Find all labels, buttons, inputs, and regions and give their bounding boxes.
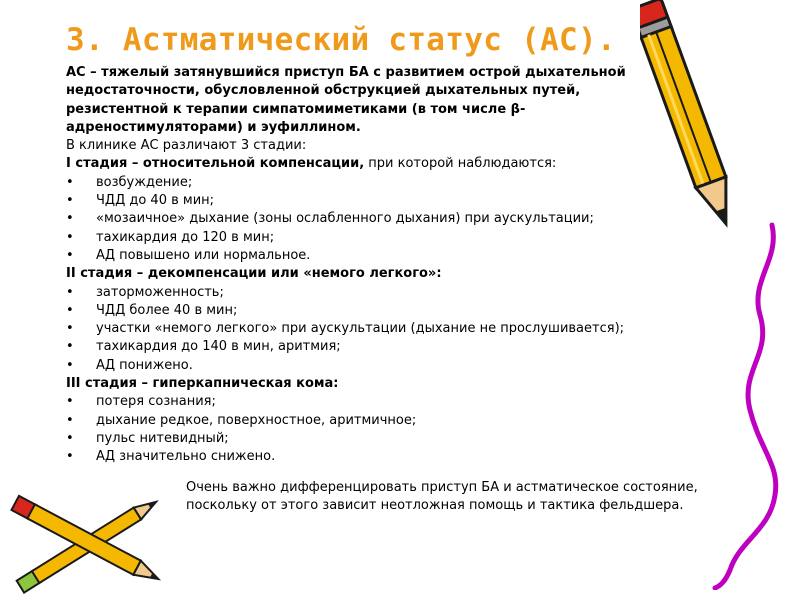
- list-item: [66, 412, 666, 430]
- bullet-icon: •: [66, 412, 74, 428]
- list-item: [66, 393, 666, 411]
- bullet-icon: •: [66, 193, 74, 209]
- list-item: [66, 210, 666, 228]
- bullet-icon: •: [66, 321, 74, 337]
- bullet-icon: •: [66, 394, 74, 410]
- yellow-pencil-icon: [640, 0, 740, 250]
- stage-heading: [66, 375, 666, 393]
- list-item: [66, 448, 666, 466]
- list-item: [66, 247, 666, 265]
- bullet-icon: •: [66, 357, 74, 373]
- crossed-pencils-icon: [0, 478, 190, 598]
- list-item: [66, 357, 666, 375]
- bullet-icon: •: [66, 449, 74, 465]
- magenta-squiggle: [680, 220, 795, 590]
- list-item-text: тахикардия до 140 в мин, аритмия;: [96, 339, 341, 355]
- stage-title: I стадия – относительной компенсации,: [66, 156, 365, 172]
- bullet-icon: •: [66, 229, 74, 245]
- stage-title: III стадия – гиперкапническая кома:: [66, 376, 339, 392]
- list-item: [66, 338, 666, 356]
- list-item: [66, 229, 666, 247]
- slide-body: [66, 64, 666, 467]
- bullet-icon: •: [66, 247, 74, 263]
- list-item-text: АД повышено или нормальное.: [96, 247, 311, 263]
- list-item-text: потеря сознания;: [96, 394, 216, 410]
- list-item-text: заторможенность;: [96, 284, 224, 300]
- slide-title: 3. Астматический статус (АС).: [66, 22, 616, 58]
- intro-paragraph: АС – тяжелый затянувшийся приступ БА с развитием острой дыхательной недостаточности, обусловленной обструкцией дыхательных путей, резистентной к терапии симпатомиметиками (в том числе β-адреностимуляторами) и эуфиллином.: [66, 65, 626, 135]
- stage-heading: [66, 155, 666, 173]
- list-item: [66, 320, 666, 338]
- bullet-icon: •: [66, 430, 74, 446]
- stage-subtitle: при которой наблюдаются:: [364, 156, 557, 172]
- list-item-text: АД значительно снижено.: [96, 449, 276, 465]
- list-item-text: возбуждение;: [96, 174, 193, 190]
- list-item-text: ЧДД до 40 в мин;: [96, 193, 215, 209]
- stage-list: [66, 284, 666, 375]
- list-item-text: пульс нитевидный;: [96, 430, 229, 446]
- list-item-text: «мозаичное» дыхание (зоны ослабленного дыхания) при аускультации;: [96, 211, 594, 227]
- bullet-icon: •: [66, 302, 74, 318]
- list-item: [66, 302, 666, 320]
- bullet-icon: •: [66, 174, 74, 190]
- note-paragraph: Очень важно дифференцировать приступ БА и астматическое состояние, поскольку от этого зависит неотложная помощь и тактика фельдшера.: [186, 480, 698, 514]
- stage-list: [66, 393, 666, 466]
- list-item: [66, 430, 666, 448]
- clinic-line: В клинике АС различают 3 стадии:: [66, 138, 307, 154]
- stage-list: [66, 174, 666, 265]
- list-item-text: тахикардия до 120 в мин;: [96, 229, 275, 245]
- bullet-icon: •: [66, 211, 74, 227]
- list-item-text: участки «немого легкого» при аускультации (дыхание не прослушивается);: [96, 321, 625, 337]
- list-item-text: АД понижено.: [96, 357, 193, 373]
- list-item-text: дыхание редкое, поверхностное, аритмичное;: [96, 412, 417, 428]
- list-item: [66, 192, 666, 210]
- stage-heading: [66, 265, 666, 283]
- bullet-icon: •: [66, 284, 74, 300]
- list-item: [66, 174, 666, 192]
- stage-title: II стадия – декомпенсации или «немого легкого»:: [66, 266, 442, 282]
- list-item: [66, 284, 666, 302]
- bullet-icon: •: [66, 339, 74, 355]
- list-item-text: ЧДД более 40 в мин;: [96, 302, 238, 318]
